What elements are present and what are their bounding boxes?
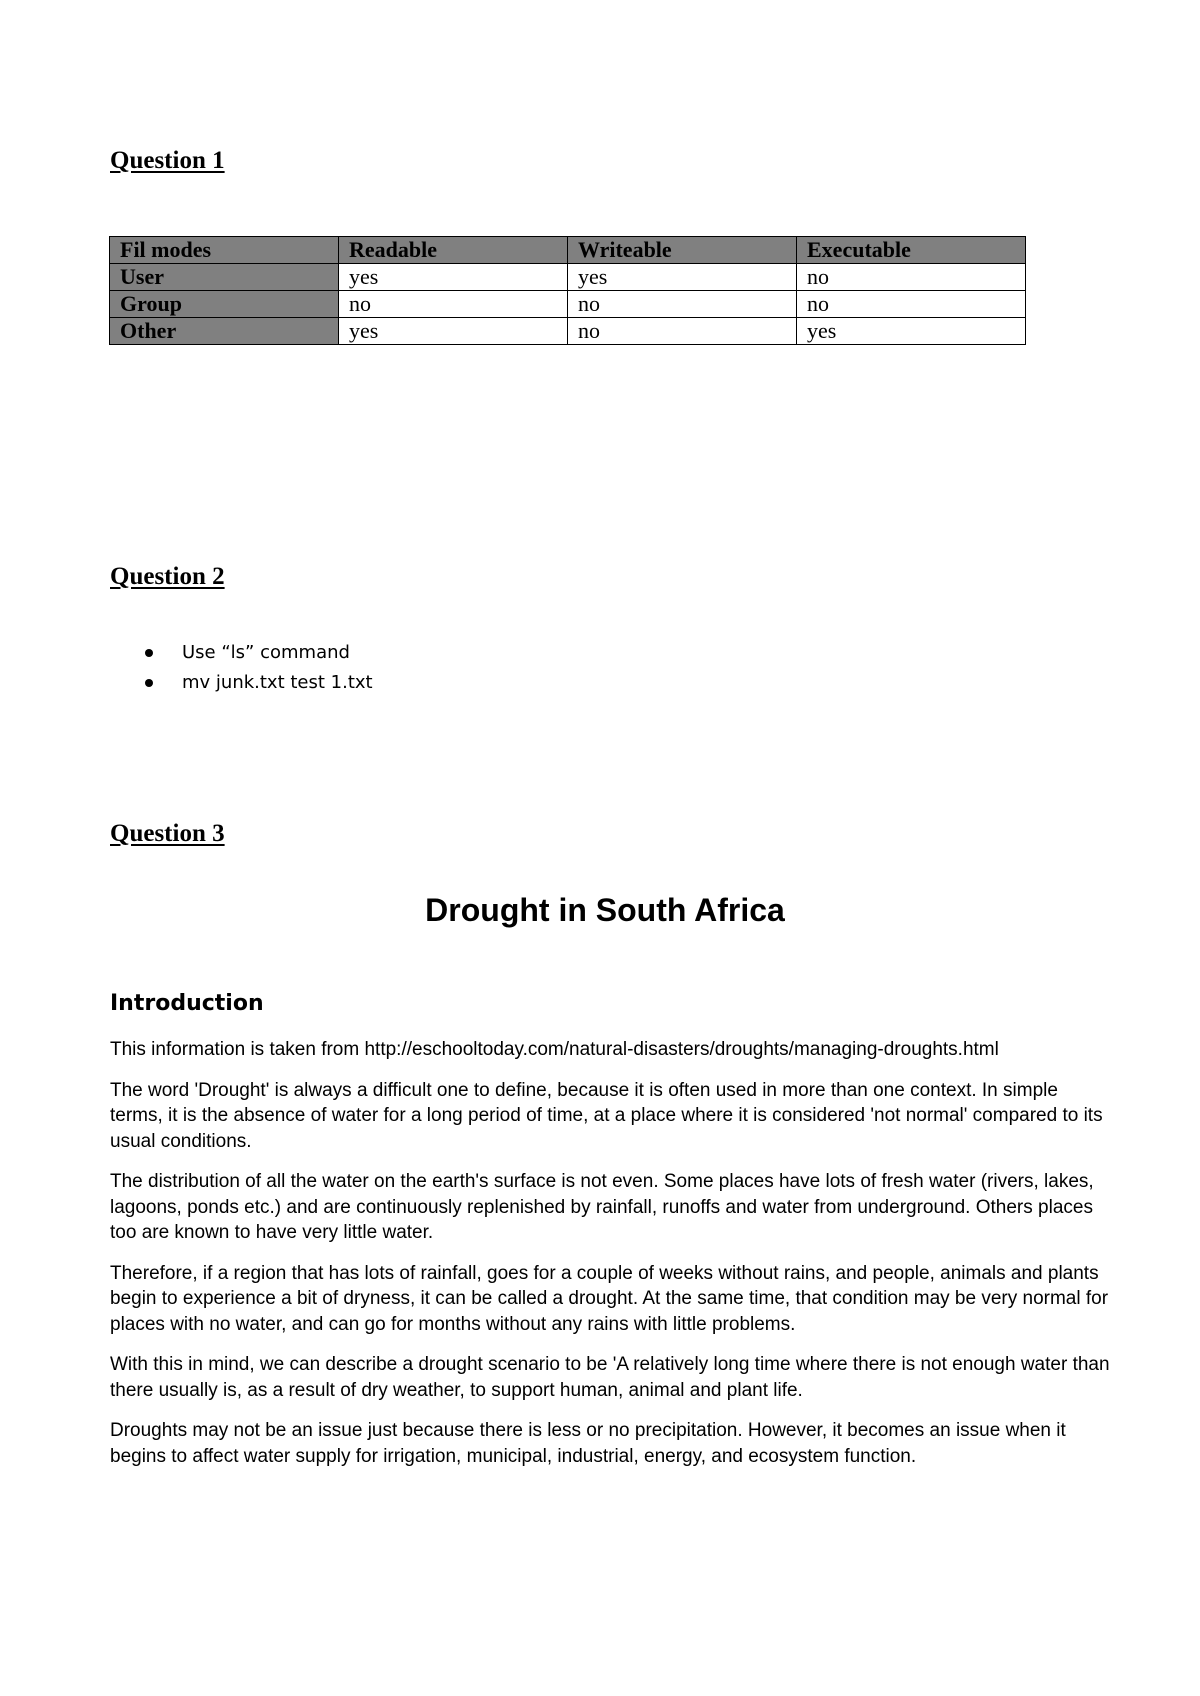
bullet-icon [145,649,153,657]
list-item-text: Use “ls” command [182,642,350,663]
question-2-heading: Question 2 [110,563,225,590]
essay-title: Drought in South Africa [425,892,785,928]
column-header: Executable [797,237,1026,264]
table-cell: no [568,318,797,345]
table-header-row [110,237,1026,264]
paragraph: The distribution of all the water on the earth's surface is not even. Some places have lots of fresh water (rivers, lakes, lagoons, ponds etc.) and are continuously replenished by rainfall, runoffs and water from underground. Others places too are known to have very little water. [110,1171,1094,1243]
table-cell: no [568,291,797,318]
row-header: Group [110,291,339,318]
table-cell: yes [339,318,568,345]
question-1-heading: Question 1 [110,147,225,174]
table-cell: no [797,264,1026,291]
row-header: Other [110,318,339,345]
paragraph: Therefore, if a region that has lots of rainfall, goes for a couple of weeks without rains, and people, animals and plants begin to experience a bit of dryness, it can be called a drought. At the same time, that condition may be very normal for places with no water, and can go for months without any rains with little problems. [110,1262,1109,1335]
file-permissions-table [109,236,1026,345]
table-row [110,318,1026,345]
list-item [110,638,373,668]
bullet-icon [145,679,153,687]
list-item-text: mv junk.txt test 1.txt [182,672,373,693]
table-row [110,264,1026,291]
column-header: Writeable [568,237,797,264]
row-header: User [110,264,339,291]
table-cell: yes [339,264,568,291]
introduction-heading: Introduction [110,991,264,1016]
table-row [110,291,1026,318]
table-cell: no [797,291,1026,318]
answer-bullet-list [110,638,373,698]
question-3-heading: Question 3 [110,820,225,847]
table-cell: yes [568,264,797,291]
paragraph: With this in mind, we can describe a drought scenario to be 'A relatively long time where there is not enough water than there usually is, as a result of dry weather, to support human, animal and plant life. [110,1354,1110,1401]
column-header: Readable [339,237,568,264]
list-item [110,668,373,698]
column-header: Fil modes [110,237,339,264]
table-cell: yes [797,318,1026,345]
paragraph: Droughts may not be an issue just because there is less or no precipitation. However, it becomes an issue when it begins to affect water supply for irrigation, municipal, industrial, energy, and ecosystem function. [110,1420,1066,1467]
essay-body [110,1037,1110,1484]
paragraph: This information is taken from http://eschooltoday.com/natural-disasters/droughts/managing-droughts.html [110,1039,999,1060]
paragraph: The word 'Drought' is always a difficult one to define, because it is often used in more than one context. In simple terms, it is the absence of water for a long period of time, at a place where it is considered 'not normal' compared to its usual conditions. [110,1079,1103,1152]
table-cell: no [339,291,568,318]
